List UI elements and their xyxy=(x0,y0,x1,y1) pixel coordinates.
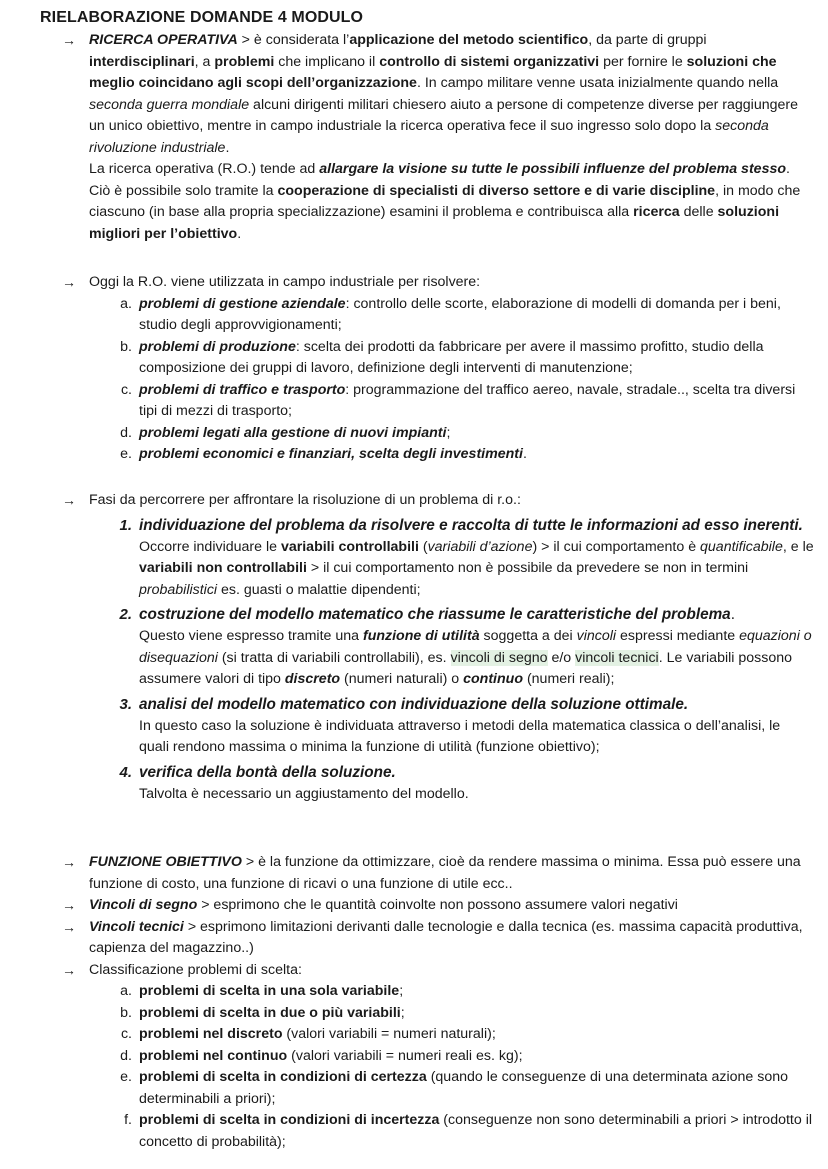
phase-3-body: In questo caso la soluzione è individuata attraverso i metodi della matematica classica o dell’analisi, le quali rendono massima o minima la funzione di utilità (funzione obiettivo); xyxy=(139,717,781,755)
arrow-bullet-icon: → xyxy=(62,492,76,508)
def-vincoli-tecnici: → Vincoli tecnici > esprimono limitazioni derivanti dalle tecnologie e dalla tecnica (es. massima capacità produttiva, capienza del magazzino..) xyxy=(62,918,803,956)
document-title: RIELABORAZIONE DOMANDE 4 MODULO xyxy=(40,9,364,26)
list-item: e. problemi economici e finanziari, scelta degli investimenti. xyxy=(120,446,527,462)
section-phases xyxy=(0,490,828,805)
list-item: d. problemi nel continuo (valori variabili = numeri reali es. kg); xyxy=(120,1047,523,1064)
list-item: d. problemi legati alla gestione di nuovi impianti; xyxy=(120,424,451,441)
phase-1-heading: 1. individuazione del problema da risolvere e raccolta di tutte le informazioni ad esso inerenti. xyxy=(119,516,803,534)
list-item: e. problemi di scelta in condizioni di certezza (quando le conseguenze di una determinata azione sono determinabili a priori); xyxy=(120,1069,789,1107)
phase-1-body: Occorre individuare le variabili controllabili (variabili d’azione) > il cui comportamento è quantificabile, e le variabili non controllabili > il cui comportamento non è possibile da prevedere se non in termini probabilistici es. guasti o malattie dipendenti; xyxy=(139,538,814,598)
section-uses xyxy=(0,272,828,466)
arrow-bullet-icon: → xyxy=(62,961,76,978)
phase-2-body: Questo viene espresso tramite una funzione di utilità soggetta a dei vincoli espressi mediante equazioni o disequazioni (si tratta di variabili controllabili), es. vincoli di segno e/o vincoli tecnici. Le variabili possono assumere valori di tipo discreto (numeri naturali) o continuo (numeri reali); xyxy=(139,628,812,687)
highlight-vincoli-tecnici: vincoli tecnici xyxy=(575,649,659,666)
arrow-bullet-icon: → xyxy=(62,854,76,870)
list-item: c. problemi di traffico e trasporto: programmazione del traffico aereo, navale, stradale.., scelta tra diversi tipi di mezzi di trasporto; xyxy=(120,381,796,419)
list-item: c. problemi nel discreto (valori variabili = numeri naturali); xyxy=(120,1026,496,1042)
phase-2-heading: 2. costruzione del modello matematico che riassume le caratteristiche del problema. xyxy=(119,606,735,623)
intro-paragraph: → RICERCA OPERATIVA > è considerata l’applicazione del metodo scientifico, da parte di gruppi interdisciplinari, a problemi che implicano il controllo di sistemi organizzativi per fornire le soluzioni che meglio coincidano agli scopi dell’organizzazione. In campo militare venne usata inizialmente quando nella seconda guerra mondiale alcuni dirigenti militari chiesero aiuto a persone di competenze diverse per raggiungere un unico obiettivo, mentre in campo industriale la ricerca operativa fece il suo ingresso solo dopo la seconda rivoluzione industriale. xyxy=(62,32,798,156)
phases-lead: → Fasi da percorrere per affrontare la risoluzione di un problema di r.o.: xyxy=(0,490,828,512)
list-item: b. problemi di scelta in due o più variabili; xyxy=(120,1004,405,1021)
phase-4-heading: 4. verifica della bontà della soluzione. xyxy=(119,763,396,781)
section-ricerca-operativa xyxy=(0,30,828,245)
def-funzione-obiettivo: → FUNZIONE OBIETTIVO > è la funzione da ottimizzare, cioè da rendere massima o minima. Essa può essere una funzione di costo, una funzione di ricavi o una funzione di utile ecc.. xyxy=(62,854,801,892)
def-vincoli-segno: → Vincoli di segno > esprimono che le quantità coinvolte non possono assumere valori negativi xyxy=(0,895,828,917)
phase-4-body: Talvolta è necessario un aggiustamento del modello. xyxy=(139,785,469,802)
term-ricerca-operativa: RICERCA OPERATIVA xyxy=(89,32,238,48)
intro-paragraph-2: La ricerca operativa (R.O.) tende ad allargare la visione su tutte le possibili influenze del problema stesso. Ciò è possibile solo tramite la cooperazione di specialisti di diverso settore e di varie discipline, in modo che ciascuno (in base alla propria specializzazione) esamini il problema e contribuisca alla ricerca delle soluzioni migliori per l’obiettivo. xyxy=(89,161,801,242)
list-item: a. problemi di scelta in una sola variabile; xyxy=(120,983,404,999)
arrow-bullet-icon: → xyxy=(62,918,76,935)
arrow-bullet-icon: → xyxy=(62,897,76,913)
list-item: f. problemi di scelta in condizioni di incertezza (conseguenze non sono determinabili a priori > introdotto il concetto di probabilità); xyxy=(124,1112,813,1150)
list-item: a. problemi di gestione aziendale: controllo delle scorte, elaborazione di modelli di domanda per i beni, studio degli approvvigionamenti; xyxy=(120,295,781,333)
arrow-bullet-icon: → xyxy=(62,274,76,290)
list-item: b. problemi di produzione: scelta dei prodotti da fabbricare per avere il massimo profitto, studio della composizione dei gruppi di lavoro, definizione degli interventi di manutenzione; xyxy=(120,338,764,376)
classif-lead: → Classificazione problemi di scelta: xyxy=(0,960,828,982)
arrow-bullet-icon: → xyxy=(62,32,76,48)
highlight-vincoli-segno: vincoli di segno xyxy=(450,649,548,666)
uses-lead: → Oggi la R.O. viene utilizzata in campo industriale per risolvere: xyxy=(0,272,828,294)
phase-3-heading: 3. analisi del modello matematico con individuazione della soluzione ottimale. xyxy=(119,695,689,713)
section-definitions xyxy=(0,852,828,1153)
